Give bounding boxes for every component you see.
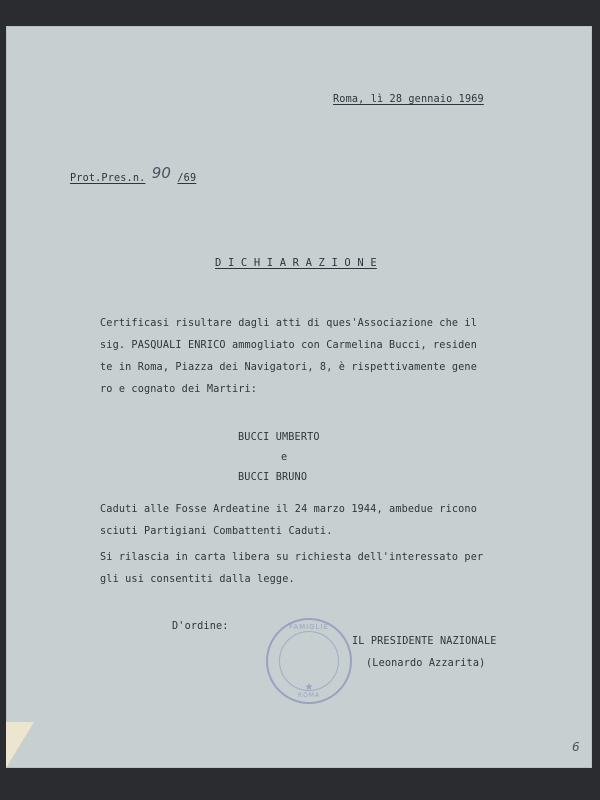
paragraph2-line-1: Caduti alle Fosse Ardeatine il 24 marzo 1944, ambedue ricono [100,504,478,515]
martyr-name-1: BUCCI UMBERTO [238,432,320,443]
paragraph1-line-2: sig. PASQUALI ENRICO ammogliato con Carmelina Bucci, residen [100,340,478,351]
association-stamp [266,618,352,704]
paper-corner-fold [6,722,34,768]
protocol-label: Prot.Pres.n. [70,173,146,184]
conjunction: e [281,452,288,463]
protocol-line [70,164,197,185]
paragraph1-line-4: ro e cognato dei Martiri: [100,384,258,395]
document-title: D I C H I A R A Z I O N E [215,257,377,269]
paragraph3-line-1: Si rilascia in carta libera su richiesta dell'interessato per [100,552,484,563]
paragraph1-line-3: te in Roma, Piazza dei Navigatori, 8, è rispettivamente gene [100,362,478,373]
stamp-top-text: FAMIGLIE [288,623,330,631]
page-mark: 6 [572,740,580,754]
protocol-suffix: /69 [177,173,197,184]
signatory-title: IL PRESIDENTE NAZIONALE [352,636,497,647]
order-label: D'ordine: [172,621,229,632]
place-date: Roma, lì 28 gennaio 1969 [333,94,484,105]
signatory-name: (Leonardo Azzarita) [366,658,486,669]
paragraph1-line-1: Certificasi risultare dagli atti di ques'Associazione che il [100,318,478,329]
paragraph3-line-2: gli usi consentiti dalla legge. [100,574,295,585]
stamp-bottom-text: ROMA [297,692,321,699]
martyr-name-2: BUCCI BRUNO [238,472,308,483]
star-icon: ★ [304,682,314,693]
paragraph2-line-2: sciuti Partigiani Combattenti Caduti. [100,526,333,537]
protocol-number: 90 [151,164,172,182]
